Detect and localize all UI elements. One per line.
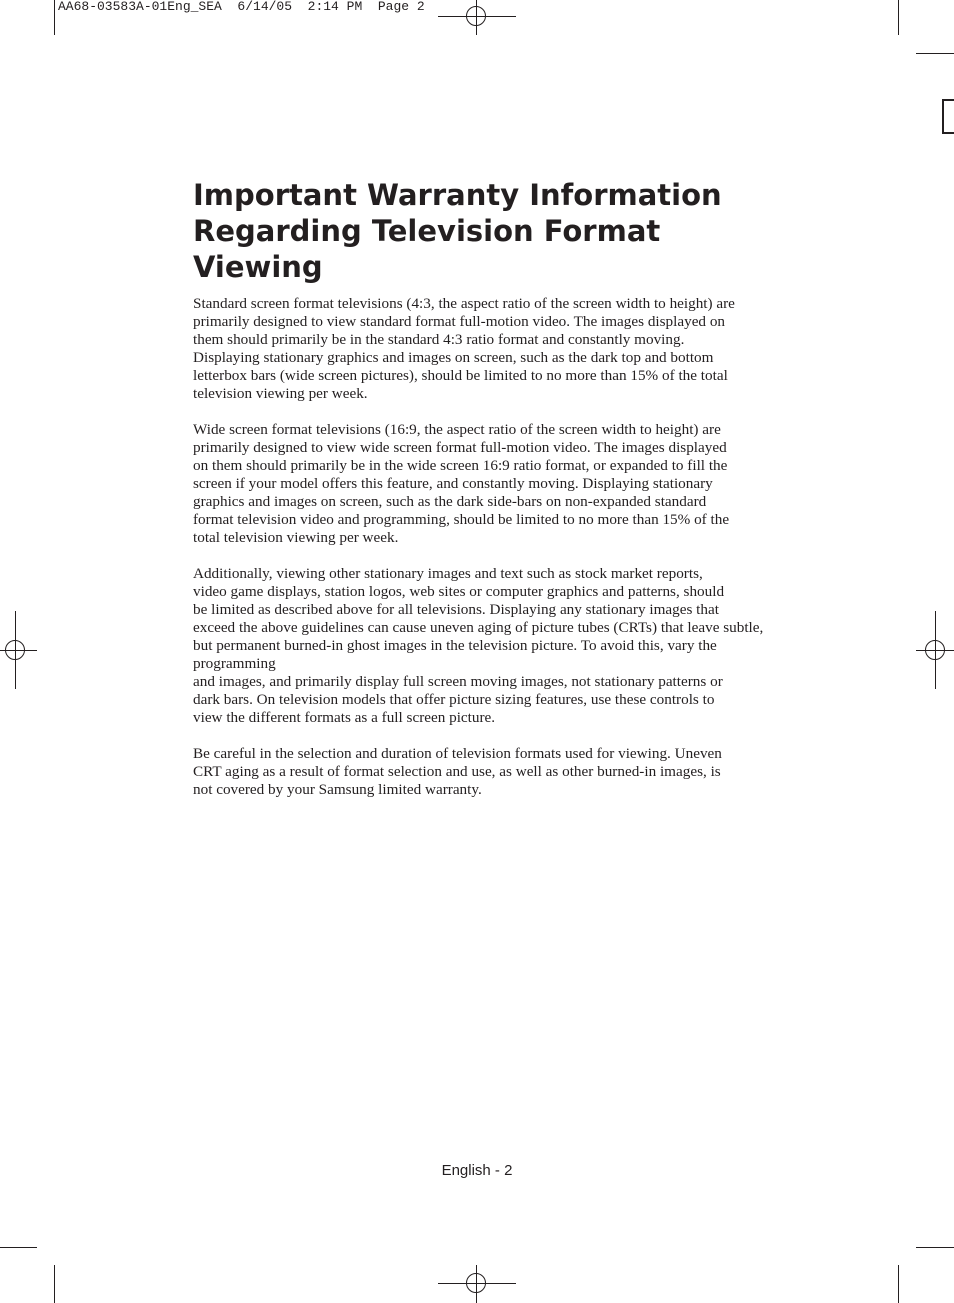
registration-mark-circle [466, 1273, 486, 1293]
text-line: Be careful in the selection and duration of television formats used for viewing. Uneven [193, 745, 722, 762]
text-line: video game displays, station logos, web sites or computer graphics and patterns, should [193, 583, 725, 600]
paragraph-stationary-images [193, 565, 833, 727]
text-line: Standard screen format televisions (4:3, the aspect ratio of the screen width to height) are [193, 295, 735, 312]
title-line: Viewing [193, 250, 323, 284]
text-line: primarily designed to view standard format full-motion video. The images displayed on [193, 313, 726, 330]
paragraph-warranty-note [193, 745, 833, 799]
crop-mark [54, 1265, 55, 1303]
text-line: CRT aging as a result of format selection and use, as well as other burned-in images, is [193, 763, 721, 780]
registration-mark-circle [5, 640, 25, 660]
text-line: format television video and programming, should be limited to no more than 15% of the [193, 511, 730, 528]
title-line: Important Warranty Information [193, 178, 722, 212]
text-line: primarily designed to view wide screen format full-motion video. The images displayed [193, 439, 727, 456]
crop-mark [916, 1247, 954, 1248]
text-line: screen if your model offers this feature, and constantly moving. Displaying stationary [193, 475, 713, 492]
text-line: television viewing per week. [193, 385, 368, 402]
registration-mark-circle [466, 6, 486, 26]
text-line: letterbox bars (wide screen pictures), should be limited to no more than 15% of the total [193, 367, 728, 384]
text-line: but permanent burned-in ghost images in the television picture. To avoid this, vary the [193, 637, 717, 654]
crop-mark [898, 0, 899, 35]
text-line: and images, and primarily display full screen moving images, not stationary patterns or [193, 673, 723, 690]
text-line: view the different formats as a full screen picture. [193, 709, 496, 726]
paragraph-standard-format [193, 295, 833, 403]
text-line: be limited as described above for all televisions. Displaying any stationary images that [193, 601, 719, 618]
page-footer: English - 2 [441, 1162, 513, 1179]
crop-mark [916, 53, 954, 54]
text-line: graphics and images on screen, such as the dark side-bars on non-expanded standard [193, 493, 707, 510]
text-line: total television viewing per week. [193, 529, 399, 546]
text-line: not covered by your Samsung limited warranty. [193, 781, 482, 798]
text-line: them should primarily be in the standard 4:3 ratio format and constantly moving. [193, 331, 685, 348]
title-line: Regarding Television Format [193, 214, 661, 248]
crop-mark [54, 0, 55, 35]
text-line: dark bars. On television models that offer picture sizing features, use these controls to [193, 691, 715, 708]
text-line: Wide screen format televisions (16:9, the aspect ratio of the screen width to height) are [193, 421, 721, 438]
section-tab-marker [942, 99, 954, 134]
text-line: on them should primarily be in the wide screen 16:9 ratio format, or expanded to fill the [193, 457, 728, 474]
text-line: exceed the above guidelines can cause uneven aging of picture tubes (CRTs) that leave subtle, [193, 619, 764, 636]
page-title [193, 177, 833, 285]
text-line: Displaying stationary graphics and images on screen, such as the dark top and bottom [193, 349, 714, 366]
body-text [193, 295, 833, 817]
text-line: Additionally, viewing other stationary images and text such as stock market reports, [193, 565, 703, 582]
crop-mark [0, 1247, 37, 1248]
registration-mark-circle [925, 640, 945, 660]
text-line: programming [193, 655, 276, 672]
print-slug: AA68-03583A-01Eng_SEA 6/14/05 2:14 PM Page 2 [58, 0, 425, 14]
paragraph-wide-screen-format [193, 421, 833, 547]
crop-mark [898, 1265, 899, 1303]
